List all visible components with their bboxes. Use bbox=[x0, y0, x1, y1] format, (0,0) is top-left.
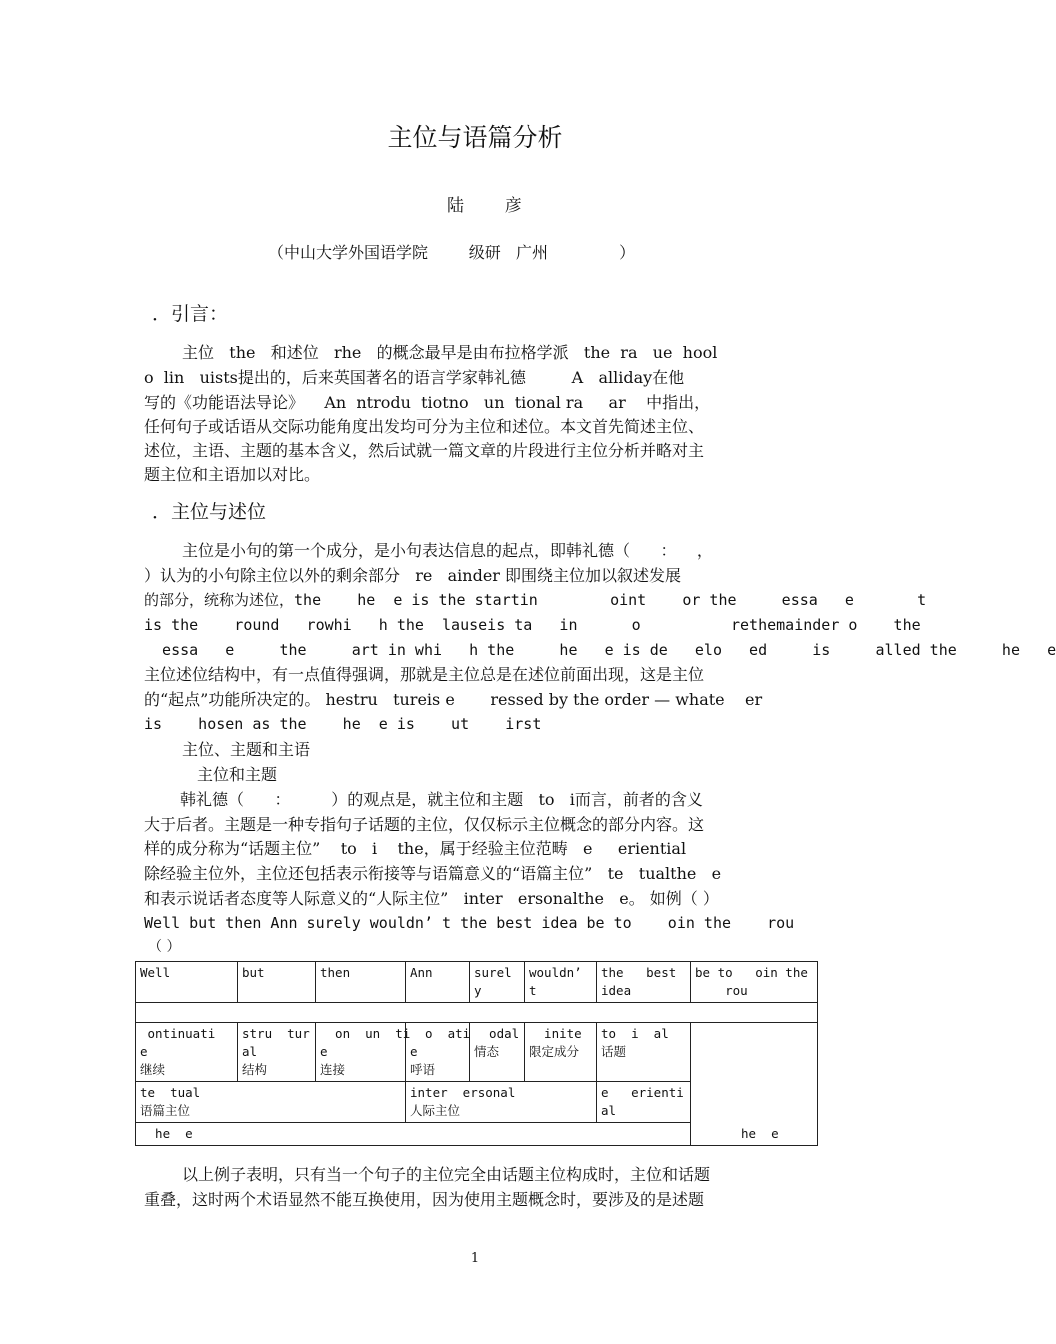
table-cell-function: stru tur al 结构 bbox=[238, 1023, 316, 1082]
body-line: 主位 the 和述位 rhe 的概念最早是由布拉格学派 the ra ue hool bbox=[182, 343, 718, 362]
body-line: is the round rowhi h the lauseis ta in o rethemainder o the bbox=[144, 616, 921, 634]
theme-analysis-table bbox=[135, 961, 818, 1146]
example-sentence: Well but then Ann surely wouldn’ t the best idea be to oin the rou bbox=[144, 914, 795, 932]
table-cell-function: on un ti e 连接 bbox=[316, 1023, 406, 1082]
body-line: essa e the art in whi h the he e is de elo ed is alled the he e bbox=[144, 641, 1056, 659]
table-cell-function: o ati e 呼语 bbox=[406, 1023, 470, 1082]
table-cell-theme: he e bbox=[136, 1123, 691, 1146]
table-cell-textual-theme: te tual 语篇主位 bbox=[136, 1082, 406, 1123]
section-heading-theme-rheme: ．主位与述位 bbox=[152, 501, 267, 523]
author: 陆 彦 bbox=[447, 196, 532, 216]
table-spacer-row bbox=[136, 1003, 818, 1023]
table-cell-function: to i al 话题 bbox=[597, 1023, 691, 1082]
body-line: 和表示说话者态度等人际意义的“人际主位” inter ersonalthe e。 如例（ ） bbox=[144, 889, 719, 908]
body-line: 韩礼德（ ： ）的观点是，就主位和主题 to i而言，前者的含义 bbox=[180, 790, 703, 809]
table-cell-function: ontinuati e 继续 bbox=[136, 1023, 238, 1082]
body-line: 大于后者。主题是一种专指句子话题的主位，仅仅标示主位概念的部分内容。这 bbox=[144, 815, 705, 834]
table-cell-function: inite 限定成分 bbox=[525, 1023, 597, 1082]
body-line: ）认为的小句除主位以外的剩余部分 re ainder 即围绕主位加以叙述发展 bbox=[144, 566, 682, 585]
page-number: 1 bbox=[470, 1251, 480, 1266]
body-line: 的“起点”功能所决定的。 hestru tureis e ressed by the order — whate er bbox=[144, 690, 763, 709]
table-cell-word: then bbox=[316, 962, 406, 1003]
body-line: 以上例子表明，只有当一个句子的主位完全由话题主位构成时，主位和话题 bbox=[182, 1165, 711, 1184]
table-cell-word: surel y bbox=[470, 962, 525, 1003]
affiliation: （中山大学外国语学院 级研 广州 ） bbox=[268, 243, 636, 262]
body-line: o lin uists提出的，后来英国著名的语言学家韩礼德 A alliday在他 bbox=[144, 368, 685, 387]
body-line: 写的《功能语法导论》 An ntrodu tiotno un tional ra ar 中指出， bbox=[144, 393, 711, 412]
body-line: 主位是小句的第一个成分，是小句表达信息的起点，即韩礼德（ ： ， bbox=[182, 541, 713, 560]
table-cell-experiential-theme: e erienti al bbox=[597, 1082, 691, 1123]
table-cell-function: odal 情态 bbox=[470, 1023, 525, 1082]
body-line: 样的成分称为“话题主位” to i the，属于经验主位范畴 e eriential bbox=[144, 839, 687, 858]
table-cell-interpersonal-theme: inter ersonal 人际主位 bbox=[406, 1082, 597, 1123]
body-line: 任何句子或话语从交际功能角度出发均可分为主位和述位。本文首先简述主位、 bbox=[144, 417, 705, 436]
body-line: 重叠，这时两个术语显然不能互换使用，因为使用主题概念时，要涉及的是述题 bbox=[144, 1190, 705, 1209]
page-title: 主位与语篇分析 bbox=[387, 123, 563, 152]
table-cell-word: Ann bbox=[406, 962, 470, 1003]
table-cell-word: be to oin the rou bbox=[691, 962, 818, 1003]
body-line: 除经验主位外，主位还包括表示衔接等与语篇意义的“语篇主位” te tualthe e bbox=[144, 864, 722, 883]
subheading-theme-topic: 主位和主题 bbox=[197, 765, 278, 784]
table-cell-word: Well bbox=[136, 962, 238, 1003]
table-cell-word: but bbox=[238, 962, 316, 1003]
body-line: 题主位和主语加以对比。 bbox=[144, 465, 321, 484]
subheading-theme-topic-subject: 主位、主题和主语 bbox=[182, 740, 311, 759]
body-line: is hosen as the he e is ut irst bbox=[144, 715, 542, 733]
example-number: （ ） bbox=[148, 939, 181, 955]
table-cell-word: the best idea bbox=[597, 962, 691, 1003]
body-line: 述位，主语、主题的基本含义，然后试就一篇文章的片段进行主位分析并略对主 bbox=[144, 441, 705, 460]
section-heading-intro: ．引言： bbox=[152, 303, 229, 325]
body-line: 的部分，统称为述位，the he e is the startin oint or the essa e t bbox=[144, 591, 927, 609]
table-cell-rheme: he e bbox=[691, 1023, 818, 1146]
table-cell-word: wouldn’ t bbox=[525, 962, 597, 1003]
body-line: 主位述位结构中，有一点值得强调，那就是主位总是在述位前面出现，这是主位 bbox=[144, 665, 705, 684]
